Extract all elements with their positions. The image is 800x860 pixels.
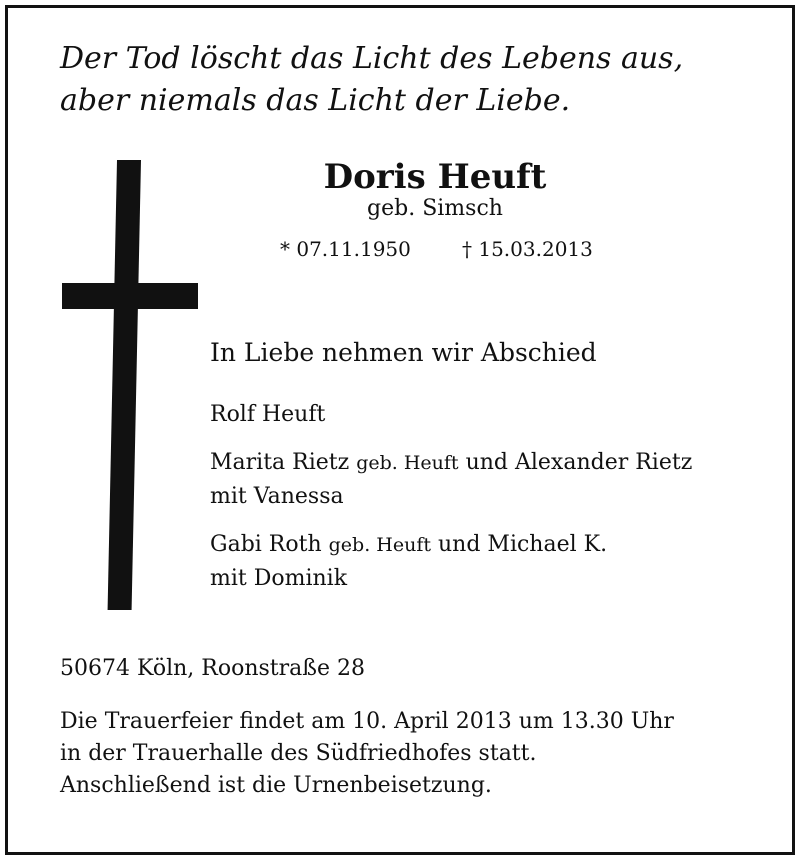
mourning-address: 50674 Köln, Roonstraße 28 [60,656,365,681]
mourner-child: mit Vanessa [210,484,344,509]
motto-line-1: Der Tod löscht das Licht des Lebens aus, [60,41,684,76]
ceremony-line-3: Anschließend ist die Urnenbeisetzung. [60,773,492,798]
ceremony-info [60,706,760,802]
mourner-entry [210,398,770,432]
birth-date: * 07.11.1950 [280,237,411,261]
cross-icon-crossbar [62,283,198,309]
mourner-entry [210,528,770,596]
deceased-maiden-name: geb. Simsch [367,196,503,221]
mourner-name: Rolf Heuft [210,402,326,427]
mourner-maiden-note: geb. Heuft [328,534,431,556]
mourner-child: mit Dominik [210,566,348,591]
motto [60,38,760,122]
ceremony-line-2: in der Trauerhalle des Südfriedhofes statt. [60,741,537,766]
mourner-name: Gabi Roth [210,532,322,557]
mourner-maiden-note: geb. Heuft [356,452,459,474]
mourner-partner: und Michael K. [438,532,608,557]
farewell-heading: In Liebe nehmen wir Abschied [210,338,597,367]
ceremony-line-1: Die Trauerfeier findet am 10. April 2013 um 13.30 Uhr [60,709,674,734]
death-date: † 15.03.2013 [462,237,593,261]
mourners-list [210,398,770,610]
deceased-name: Doris Heuft [323,157,547,197]
mourner-name: Marita Rietz [210,450,350,475]
mourner-partner: und Alexander Rietz [465,450,693,475]
mourner-entry [210,446,770,514]
motto-line-2: aber niemals das Licht der Liebe. [60,83,571,118]
